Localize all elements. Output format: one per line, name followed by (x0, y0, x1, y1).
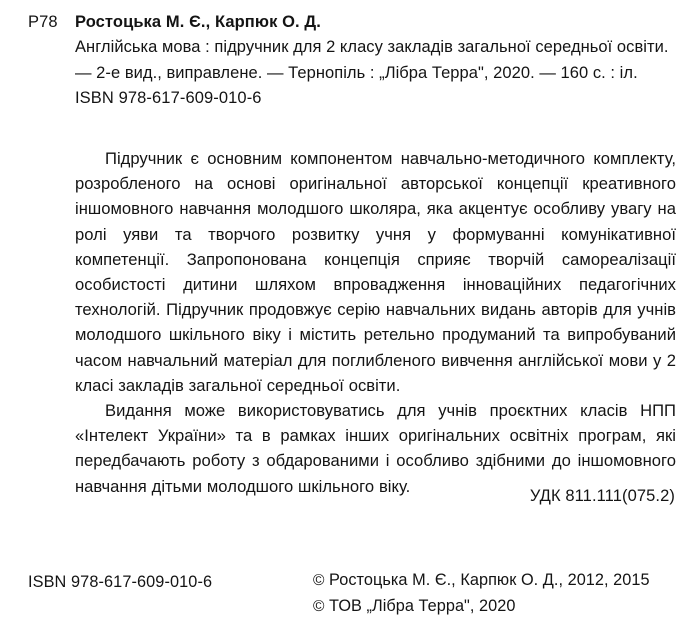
copyright-icon: © (313, 572, 325, 589)
cip-row (28, 10, 676, 112)
cip-body (75, 10, 676, 112)
copyright-line (313, 568, 676, 594)
annotation-paragraph-1: Підручник є основним компонентом навчально-методичного комплекту, розробленого на основі оригінальної авторської концепції креативного іншомовного навчання молодшого школяра, яка акцентує особливу увагу на ролі уяви та творчого розвитку учня у формуванні комунікативної компетенції. Запропонована концепція сприяє творчій самореалізації особистості дитини шляхом впровадження інноваційних педагогічних технологій. Підручник продовжує серію навчальних видань авторів для учнів молодшого шкільного віку і містить ретельно продуманий та випробуваний часом навчальний матеріал для поглибленого вивчення англійської мови у 2 класі закладів загальної середньої освіти. (75, 149, 676, 395)
copyright-text: Ростоцька М. Є., Карпюк О. Д., 2012, 2015 (324, 571, 650, 589)
authors-line: Ростоцька М. Є., Карпюк О. Д. (75, 13, 321, 31)
page-footer (28, 568, 676, 622)
annotation-block (75, 146, 676, 499)
bibliographic-description: Англійська мова : підручник для 2 класу закладів загальної середньої освіти. — 2-е вид., виправлене. — Тернопіль : „Лібра Терра", 2020. — 160 с. : іл. (75, 38, 669, 82)
copyright-icon: © (313, 597, 325, 615)
cip-block (28, 10, 676, 112)
annotation-paragraph-2: Видання може використовуватись для учнів проєктних класів НПП «Інтелект України» та в рамках інших оригінальних освітніх програм, які передбачають роботу з обдарованими і особливо здібними до іншомовного навчання дітьми молодшого шкільного віку. (75, 401, 676, 496)
copyright-line (313, 594, 676, 620)
cip-isbn: ISBN 978-617-609-010-6 (75, 89, 262, 107)
copyright-text: ТОВ „Лібра Терра", 2020 (324, 596, 516, 615)
udc-classification: УДК 811.111(075.2) (529, 487, 675, 505)
copyright-block (313, 568, 676, 619)
shelf-mark: Р78 (28, 13, 58, 31)
footer-isbn: ISBN 978-617-609-010-6 (28, 573, 213, 591)
